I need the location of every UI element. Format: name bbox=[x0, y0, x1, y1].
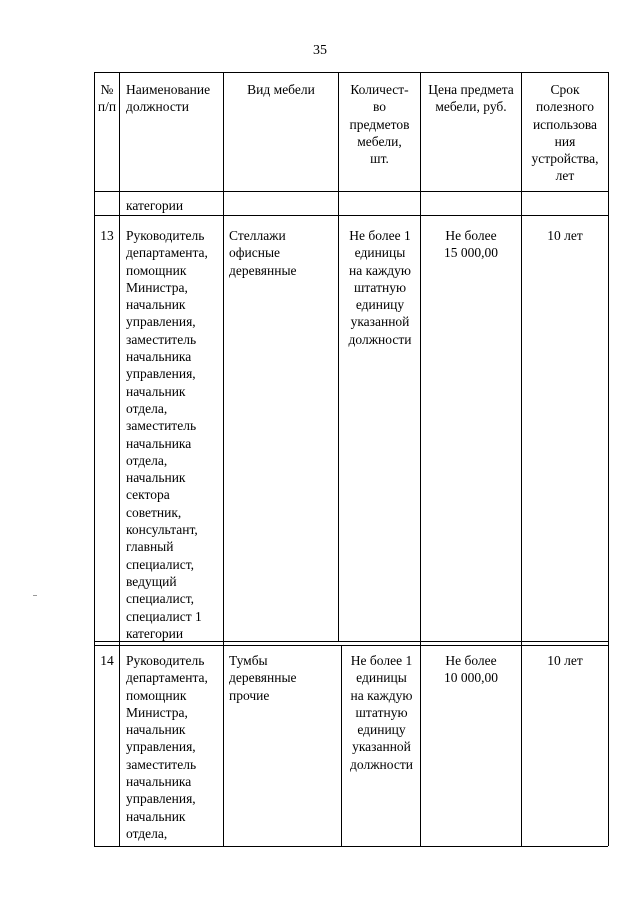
row-14-furniture: Тумбы деревянные прочие bbox=[229, 653, 297, 703]
page-number: 35 bbox=[313, 43, 327, 58]
header-quantity: Количест- во предметов мебели, шт. bbox=[349, 82, 410, 167]
row-13-price: Не более 15 000,00 bbox=[444, 228, 498, 261]
row-14-quantity: Не более 1 единицы на каждую штатную единицу указанной должности bbox=[350, 653, 413, 772]
header-number: № п/п bbox=[97, 82, 117, 115]
row-divider bbox=[94, 645, 608, 646]
row-14-number: 14 bbox=[100, 653, 114, 668]
table-border-top bbox=[94, 72, 608, 73]
column-divider bbox=[521, 72, 522, 846]
table-border-bottom bbox=[94, 846, 608, 847]
table-border-left bbox=[94, 72, 95, 846]
continuation-text: категории bbox=[126, 198, 184, 213]
row-14-position: Руководитель департамента, помощник Министра, начальник управления, заместитель начальника управления, начальник отдела, bbox=[126, 653, 208, 841]
header-position: Наименование должности bbox=[126, 82, 211, 115]
margin-mark bbox=[33, 595, 37, 596]
header-furniture: Вид мебели bbox=[247, 82, 315, 97]
header-term: Срок полезного использова ния устройства, лет bbox=[531, 82, 599, 184]
row-13-quantity: Не более 1 единицы на каждую штатную единицу указанной должности bbox=[348, 228, 412, 347]
row-13-furniture: Стеллажи офисные деревянные bbox=[229, 228, 297, 278]
table-border-right bbox=[608, 72, 609, 846]
row-divider bbox=[94, 215, 608, 216]
column-divider bbox=[119, 72, 120, 846]
row-13-position: Руководитель департамента, помощник Министра, начальник управления, заместитель начальника управления, начальник отдела, заместитель начальника отдела, начальник сектора советник, консультант, главный специалист, ведущий специалист, специалист 1 категории bbox=[126, 228, 208, 641]
header-price: Цена предмета мебели, руб. bbox=[428, 82, 514, 115]
row-13-number: 13 bbox=[100, 228, 114, 243]
row-14-term: 10 лет bbox=[547, 653, 583, 668]
row-14-price: Не более 10 000,00 bbox=[444, 653, 498, 686]
row-13-term: 10 лет bbox=[547, 228, 583, 243]
header-divider bbox=[94, 191, 608, 192]
